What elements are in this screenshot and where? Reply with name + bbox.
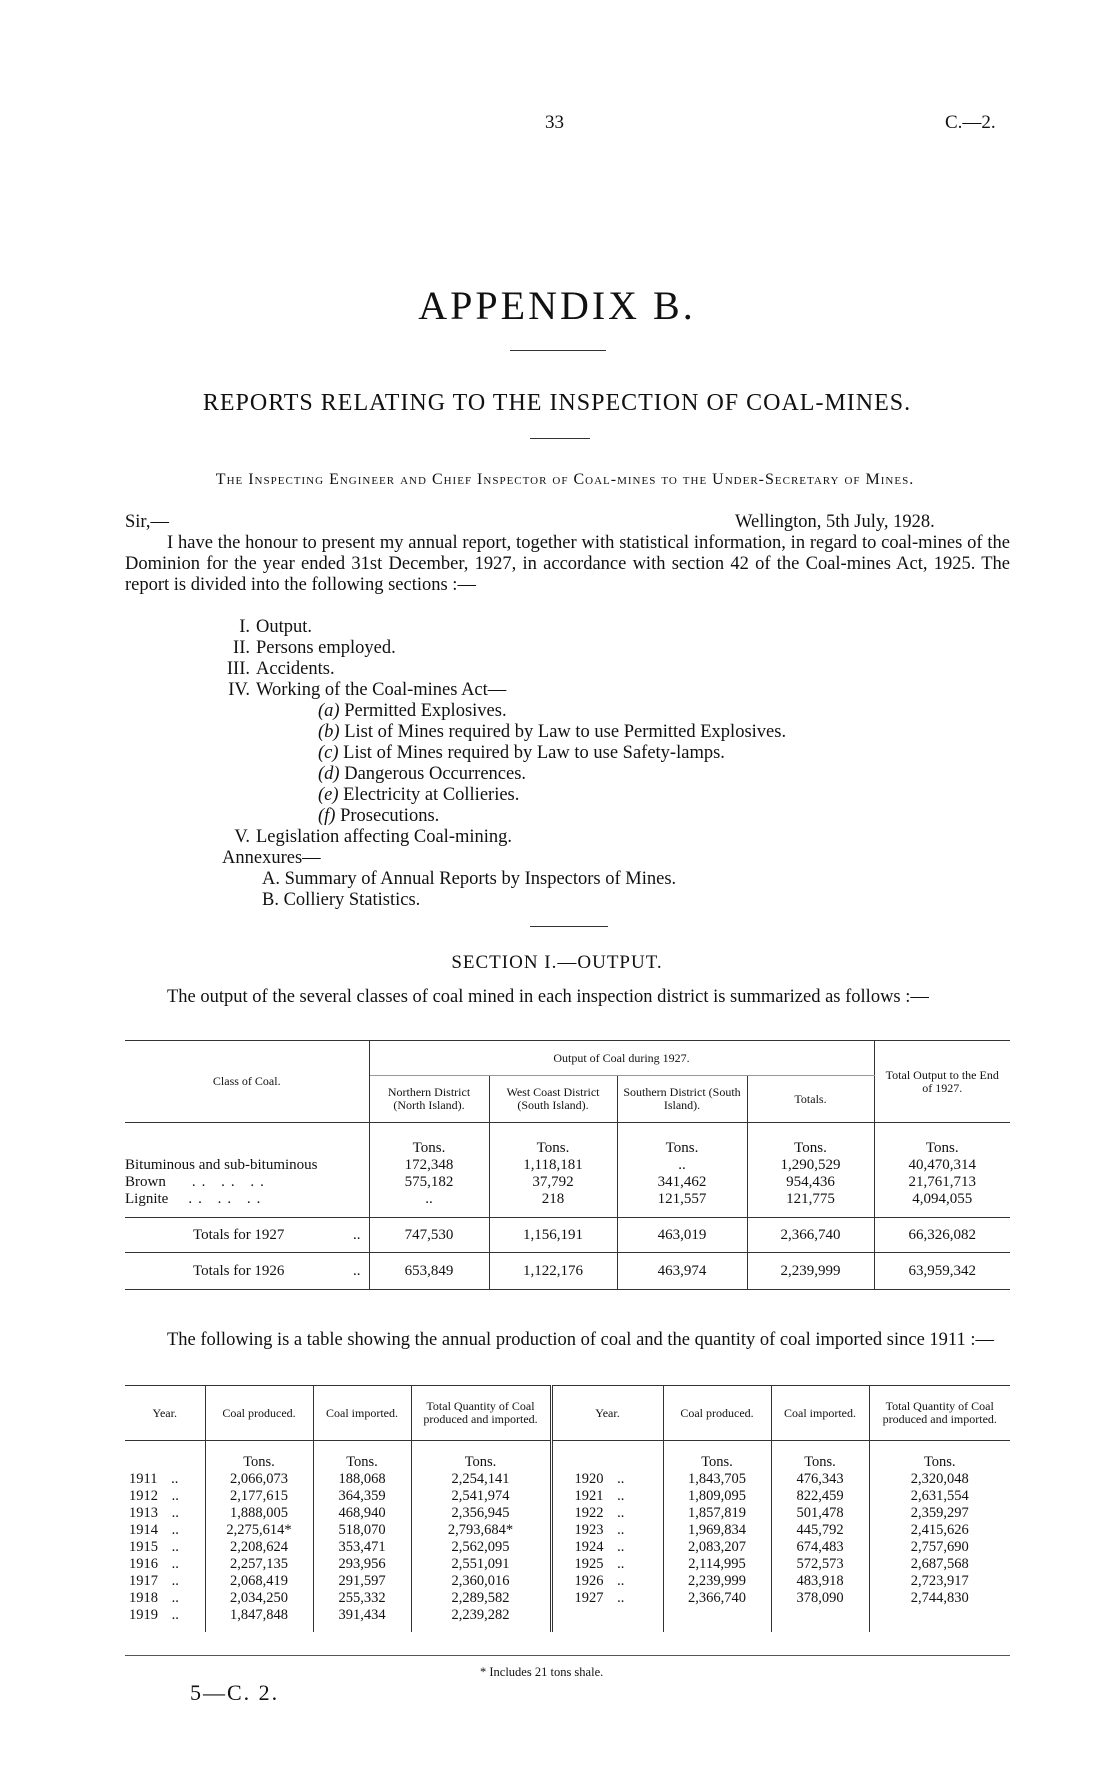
cell-imported: 255,332 bbox=[313, 1590, 411, 1607]
table-row bbox=[125, 1539, 1010, 1556]
year-cell bbox=[551, 1505, 663, 1522]
annexure-label: Colliery Statistics. bbox=[283, 890, 421, 910]
leader-dots: .. bbox=[613, 1556, 625, 1572]
year-value: 1926 bbox=[574, 1573, 604, 1589]
table-row bbox=[125, 1488, 1010, 1505]
row-label: Lignite bbox=[125, 1191, 169, 1207]
table-row: Lignite .. .. .. .. 218 121,557 121,775 4,094,055 bbox=[125, 1191, 1010, 1218]
cell-produced: 2,208,624 bbox=[205, 1539, 313, 1556]
section-label: Output. bbox=[256, 617, 313, 637]
year-value: 1912 bbox=[129, 1488, 158, 1504]
units-label: Tons. bbox=[617, 1123, 747, 1158]
section-heading: SECTION I.—OUTPUT. bbox=[451, 952, 663, 973]
section-label: Legislation affecting Coal-mining. bbox=[256, 827, 513, 847]
cell-total: 2,551,091 bbox=[411, 1556, 551, 1573]
cell-total: 2,793,684* bbox=[411, 1522, 551, 1539]
section-number: V. bbox=[234, 827, 250, 847]
year-value: 1913 bbox=[129, 1505, 158, 1521]
cell-total: 2,239,282 bbox=[411, 1607, 551, 1632]
page-number: 33 bbox=[545, 112, 564, 133]
year-cell bbox=[125, 1590, 205, 1607]
cell-produced: 1,888,005 bbox=[205, 1505, 313, 1522]
cell-end: 40,470,314 bbox=[908, 1157, 976, 1173]
year-value: 1924 bbox=[574, 1539, 604, 1555]
cell-total: 954,436 bbox=[747, 1174, 874, 1191]
subsection-label: Dangerous Occurrences. bbox=[344, 764, 527, 784]
leader-dots: .. bbox=[613, 1522, 625, 1538]
table-row bbox=[125, 1505, 1010, 1522]
cell-end: 21,761,713 bbox=[908, 1174, 976, 1190]
year-value: 1923 bbox=[574, 1522, 604, 1538]
leader-dots: .. bbox=[168, 1556, 179, 1572]
cell-total: 2,757,690 bbox=[910, 1539, 969, 1555]
section-label: Working of the Coal-mines Act— bbox=[256, 680, 507, 700]
subsection-item bbox=[318, 764, 526, 785]
header-total-quantity: Total Quantity of Coal produced and imported. bbox=[882, 1399, 997, 1426]
cell-imported: 518,070 bbox=[313, 1522, 411, 1539]
cell-north: .. bbox=[369, 1191, 489, 1218]
cell-imported: 483,918 bbox=[771, 1573, 869, 1590]
year-cell bbox=[125, 1522, 205, 1539]
cell-west: 1,122,176 bbox=[489, 1253, 617, 1290]
empty-cell bbox=[551, 1607, 663, 1632]
cell-end: 66,326,082 bbox=[908, 1226, 976, 1243]
cell-end: 4,094,055 bbox=[912, 1191, 973, 1207]
section-intro: The output of the several classes of coal mined in each inspection district is summarized as follows :— bbox=[167, 987, 929, 1007]
header-total-output: Total Output to the End of 1927. bbox=[885, 1067, 999, 1095]
year-cell bbox=[125, 1607, 205, 1632]
page-title: APPENDIX B. bbox=[418, 283, 696, 328]
header-total-quantity: Total Quantity of Coal produced and imported. bbox=[411, 1386, 551, 1441]
cell-total: 2,631,554 bbox=[910, 1488, 969, 1504]
cell-west: 1,156,191 bbox=[489, 1218, 617, 1253]
units-label: Tons. bbox=[369, 1123, 489, 1158]
cell-total: 2,723,917 bbox=[910, 1573, 969, 1589]
units-label: Tons. bbox=[771, 1441, 869, 1472]
section-list-item bbox=[216, 680, 506, 701]
subsection-item bbox=[318, 722, 786, 743]
cell-north: 747,530 bbox=[369, 1218, 489, 1253]
cell-total: 2,254,141 bbox=[411, 1471, 551, 1488]
subsection-letter: (d) bbox=[318, 764, 340, 784]
section-list-item bbox=[216, 827, 512, 848]
leader-dots: .. bbox=[168, 1573, 179, 1589]
header-year: Year. bbox=[551, 1386, 663, 1441]
units-label: Tons. bbox=[313, 1441, 411, 1472]
leader-dots: .. bbox=[168, 1539, 179, 1555]
cell-total: 2,320,048 bbox=[910, 1471, 969, 1487]
annexure-label: Summary of Annual Reports by Inspectors of Mines. bbox=[284, 869, 677, 889]
subsection-label: List of Mines required by Law to use Permitted Explosives. bbox=[344, 722, 787, 742]
table-row bbox=[125, 1573, 1010, 1590]
section-list-item bbox=[216, 617, 312, 638]
header-west-coast-district: West Coast District (South Island). bbox=[489, 1076, 617, 1123]
units-label: Tons. bbox=[205, 1441, 313, 1472]
divider bbox=[510, 350, 606, 351]
year-cell bbox=[551, 1488, 663, 1505]
subsection-label: Permitted Explosives. bbox=[344, 701, 507, 721]
row-label: Brown bbox=[125, 1174, 166, 1190]
subsection-letter: (a) bbox=[318, 701, 340, 721]
cell-produced: 2,177,615 bbox=[205, 1488, 313, 1505]
section-label: Persons employed. bbox=[256, 638, 396, 658]
cell-imported: 476,343 bbox=[771, 1471, 869, 1488]
cell-imported: 468,940 bbox=[313, 1505, 411, 1522]
cell-total: 2,415,626 bbox=[910, 1522, 969, 1538]
cell-produced: 2,239,999 bbox=[663, 1573, 771, 1590]
table-row bbox=[125, 1522, 1010, 1539]
year-value: 1911 bbox=[129, 1471, 158, 1487]
cell-total: 2,289,582 bbox=[411, 1590, 551, 1607]
year-value: 1914 bbox=[129, 1522, 158, 1538]
cell-total: 2,744,830 bbox=[910, 1590, 969, 1606]
header-coal-imported: Coal imported. bbox=[771, 1386, 869, 1441]
cell-imported: 353,471 bbox=[313, 1539, 411, 1556]
table-row bbox=[125, 1607, 1010, 1632]
sheet-mark: 5—C. 2. bbox=[190, 1680, 280, 1705]
annexure-letter: A. bbox=[262, 869, 280, 889]
cell-produced: 2,275,614* bbox=[205, 1522, 313, 1539]
cell-produced: 2,257,135 bbox=[205, 1556, 313, 1573]
year-cell bbox=[551, 1573, 663, 1590]
leader-dots: .. bbox=[168, 1522, 179, 1538]
leader-dots: .. bbox=[167, 1471, 179, 1487]
table-row bbox=[125, 1556, 1010, 1573]
section-list-item bbox=[216, 638, 396, 659]
cell-total: 121,775 bbox=[747, 1191, 874, 1218]
leader-dots: .. bbox=[613, 1471, 625, 1487]
cell-imported: 378,090 bbox=[771, 1590, 869, 1607]
divider bbox=[530, 438, 590, 439]
units-label: Tons. bbox=[747, 1123, 874, 1158]
divider bbox=[125, 1655, 1010, 1656]
year-value: 1921 bbox=[574, 1488, 604, 1504]
totals-row: Totals for 1926 .. 653,849 1,122,176 463,974 2,239,999 63,959,342 bbox=[125, 1253, 1010, 1290]
year-cell bbox=[125, 1573, 205, 1590]
annexure-letter: B. bbox=[262, 890, 279, 910]
cell-imported: 188,068 bbox=[313, 1471, 411, 1488]
cell-total: 2,359,297 bbox=[910, 1505, 969, 1521]
cell-south: 463,974 bbox=[617, 1253, 747, 1290]
cell-west: 1,118,181 bbox=[489, 1157, 617, 1174]
cell-imported: 822,459 bbox=[771, 1488, 869, 1505]
cell-imported: 291,597 bbox=[313, 1573, 411, 1590]
addressee-line: The Inspecting Engineer and Chief Inspector of Coal-mines to the Under-Secretary of Mines. bbox=[215, 471, 915, 488]
document-reference: C.—2. bbox=[945, 112, 996, 133]
cell-produced: 1,857,819 bbox=[663, 1505, 771, 1522]
subsection-label: Electricity at Collieries. bbox=[343, 785, 520, 805]
salutation: Sir,— bbox=[125, 512, 169, 532]
output-table bbox=[125, 1040, 1010, 1290]
cell-produced: 1,969,834 bbox=[663, 1522, 771, 1539]
cell-total: 1,290,529 bbox=[747, 1157, 874, 1174]
cell-produced: 2,083,207 bbox=[663, 1539, 771, 1556]
subsection-letter: (e) bbox=[318, 785, 339, 805]
cell-south: 121,557 bbox=[617, 1191, 747, 1218]
header-output-group: Output of Coal during 1927. bbox=[369, 1041, 874, 1076]
row-label: Bituminous and sub-bituminous bbox=[125, 1157, 369, 1174]
year-cell bbox=[125, 1471, 205, 1488]
subsection-item bbox=[318, 743, 725, 764]
header-coal-produced: Coal produced. bbox=[205, 1386, 313, 1441]
section-number: IV. bbox=[228, 680, 250, 700]
cell-total: 2,360,016 bbox=[411, 1573, 551, 1590]
year-cell bbox=[125, 1488, 205, 1505]
cell-north: 653,849 bbox=[369, 1253, 489, 1290]
year-cell bbox=[125, 1505, 205, 1522]
table-row bbox=[125, 1590, 1010, 1607]
cell-total: 2,541,974 bbox=[411, 1488, 551, 1505]
divider bbox=[530, 926, 608, 927]
year-value: 1915 bbox=[129, 1539, 158, 1555]
page-subtitle: REPORTS RELATING TO THE INSPECTION OF COAL-MINES. bbox=[202, 390, 912, 416]
section-list-item bbox=[216, 659, 335, 680]
cell-imported: 501,478 bbox=[771, 1505, 869, 1522]
empty-cell bbox=[869, 1607, 1010, 1632]
section-label: Accidents. bbox=[256, 659, 335, 679]
year-value: 1917 bbox=[129, 1573, 158, 1589]
header-class: Class of Coal. bbox=[125, 1041, 369, 1123]
cell-west: 218 bbox=[489, 1191, 617, 1218]
year-cell bbox=[551, 1539, 663, 1556]
cell-total: 2,366,740 bbox=[747, 1218, 874, 1253]
cell-produced: 2,066,073 bbox=[205, 1471, 313, 1488]
row-label: Totals for 1927 bbox=[193, 1226, 285, 1243]
section-number: II. bbox=[233, 638, 250, 658]
header-southern-district: Southern District (South Island). bbox=[617, 1076, 747, 1123]
cell-produced: 2,068,419 bbox=[205, 1573, 313, 1590]
year-cell bbox=[125, 1539, 205, 1556]
year-cell bbox=[551, 1590, 663, 1607]
subsection-letter: (f) bbox=[318, 806, 336, 826]
cell-produced: 2,366,740 bbox=[663, 1590, 771, 1607]
cell-total: 2,239,999 bbox=[747, 1253, 874, 1290]
header-northern-district: Northern District (North Island). bbox=[369, 1076, 489, 1123]
table-row: Brown .. .. .. 575,182 37,792 341,462 954,436 21,761,713 bbox=[125, 1174, 1010, 1191]
cell-imported: 364,359 bbox=[313, 1488, 411, 1505]
year-value: 1925 bbox=[574, 1556, 604, 1572]
units-label: Tons. bbox=[923, 1454, 956, 1470]
year-value: 1918 bbox=[129, 1590, 158, 1606]
cell-north: 172,348 bbox=[369, 1157, 489, 1174]
cell-produced: 1,809,095 bbox=[663, 1488, 771, 1505]
leader-dots: .. bbox=[613, 1573, 625, 1589]
leader-dots: .. bbox=[168, 1488, 179, 1504]
section-number: I. bbox=[239, 617, 250, 637]
cell-end: 63,959,342 bbox=[908, 1262, 976, 1279]
cell-imported: 445,792 bbox=[771, 1522, 869, 1539]
production-intro: The following is a table showing the annual production of coal and the quantity of coal imported since 1911 :— bbox=[167, 1330, 994, 1350]
year-value: 1922 bbox=[574, 1505, 604, 1521]
subsection-label: List of Mines required by Law to use Safety-lamps. bbox=[343, 743, 725, 763]
leader-dots: .. bbox=[613, 1488, 625, 1504]
leader-dots: .. bbox=[613, 1505, 625, 1521]
annexures-label: Annexures— bbox=[222, 848, 321, 868]
year-value: 1920 bbox=[574, 1471, 604, 1487]
units-label: Tons. bbox=[411, 1441, 551, 1472]
cell-imported: 674,483 bbox=[771, 1539, 869, 1556]
units-label: Tons. bbox=[925, 1140, 959, 1156]
year-value: 1927 bbox=[574, 1590, 604, 1606]
dateline: Wellington, 5th July, 1928. bbox=[735, 512, 935, 532]
year-cell bbox=[551, 1471, 663, 1488]
production-table bbox=[125, 1385, 1010, 1632]
subsection-item bbox=[318, 785, 519, 806]
year-cell bbox=[551, 1522, 663, 1539]
annexure-item bbox=[262, 890, 420, 911]
cell-imported: 293,956 bbox=[313, 1556, 411, 1573]
units-label: Tons. bbox=[663, 1441, 771, 1472]
cell-total: 2,356,945 bbox=[411, 1505, 551, 1522]
units-label: Tons. bbox=[489, 1123, 617, 1158]
cell-imported: 391,434 bbox=[313, 1607, 411, 1632]
cell-north: 575,182 bbox=[369, 1174, 489, 1191]
header-coal-produced: Coal produced. bbox=[663, 1386, 771, 1441]
leader-dots: .. bbox=[168, 1607, 179, 1623]
leader-dots: .. bbox=[168, 1590, 179, 1606]
empty-cell bbox=[771, 1607, 869, 1632]
subsection-item bbox=[318, 806, 439, 827]
totals-row: Totals for 1927 .. 747,530 1,156,191 463,019 2,366,740 66,326,082 bbox=[125, 1218, 1010, 1253]
cell-west: 37,792 bbox=[489, 1174, 617, 1191]
leader-dots: .. bbox=[613, 1590, 625, 1606]
row-label: Totals for 1926 bbox=[193, 1262, 285, 1279]
cell-produced: 2,034,250 bbox=[205, 1590, 313, 1607]
cell-produced: 1,847,848 bbox=[205, 1607, 313, 1632]
subsection-item bbox=[318, 701, 507, 722]
cell-south: .. bbox=[617, 1157, 747, 1174]
leader-dots: .. bbox=[168, 1505, 179, 1521]
header-year: Year. bbox=[125, 1386, 205, 1441]
annexure-item bbox=[262, 869, 676, 890]
subsection-label: Prosecutions. bbox=[340, 806, 440, 826]
table-row bbox=[125, 1157, 1010, 1174]
leader-dots: .. bbox=[613, 1539, 625, 1555]
empty-cell bbox=[663, 1607, 771, 1632]
section-number: III. bbox=[226, 659, 250, 679]
cell-south: 463,019 bbox=[617, 1218, 747, 1253]
year-value: 1916 bbox=[129, 1556, 158, 1572]
year-cell bbox=[125, 1556, 205, 1573]
intro-paragraph: I have the honour to present my annual report, together with statistical information, in regard to coal-mines of the Dominion for the year ended 31st December, 1927, in accordance with section 42 of the Coal-mines Act, 1925. The report is divided into the following sections :— bbox=[125, 533, 1010, 595]
cell-imported: 572,573 bbox=[771, 1556, 869, 1573]
footnote: * Includes 21 tons shale. bbox=[480, 1665, 604, 1679]
cell-total: 2,562,095 bbox=[411, 1539, 551, 1556]
cell-produced: 2,114,995 bbox=[663, 1556, 771, 1573]
cell-total: 2,687,568 bbox=[910, 1556, 969, 1572]
cell-produced: 1,843,705 bbox=[663, 1471, 771, 1488]
subsection-letter: (b) bbox=[318, 722, 340, 742]
year-cell bbox=[551, 1556, 663, 1573]
header-totals: Totals. bbox=[747, 1076, 874, 1123]
cell-south: 341,462 bbox=[617, 1174, 747, 1191]
subsection-letter: (c) bbox=[318, 743, 339, 763]
year-value: 1919 bbox=[129, 1607, 158, 1623]
header-coal-imported: Coal imported. bbox=[313, 1386, 411, 1441]
table-row bbox=[125, 1471, 1010, 1488]
